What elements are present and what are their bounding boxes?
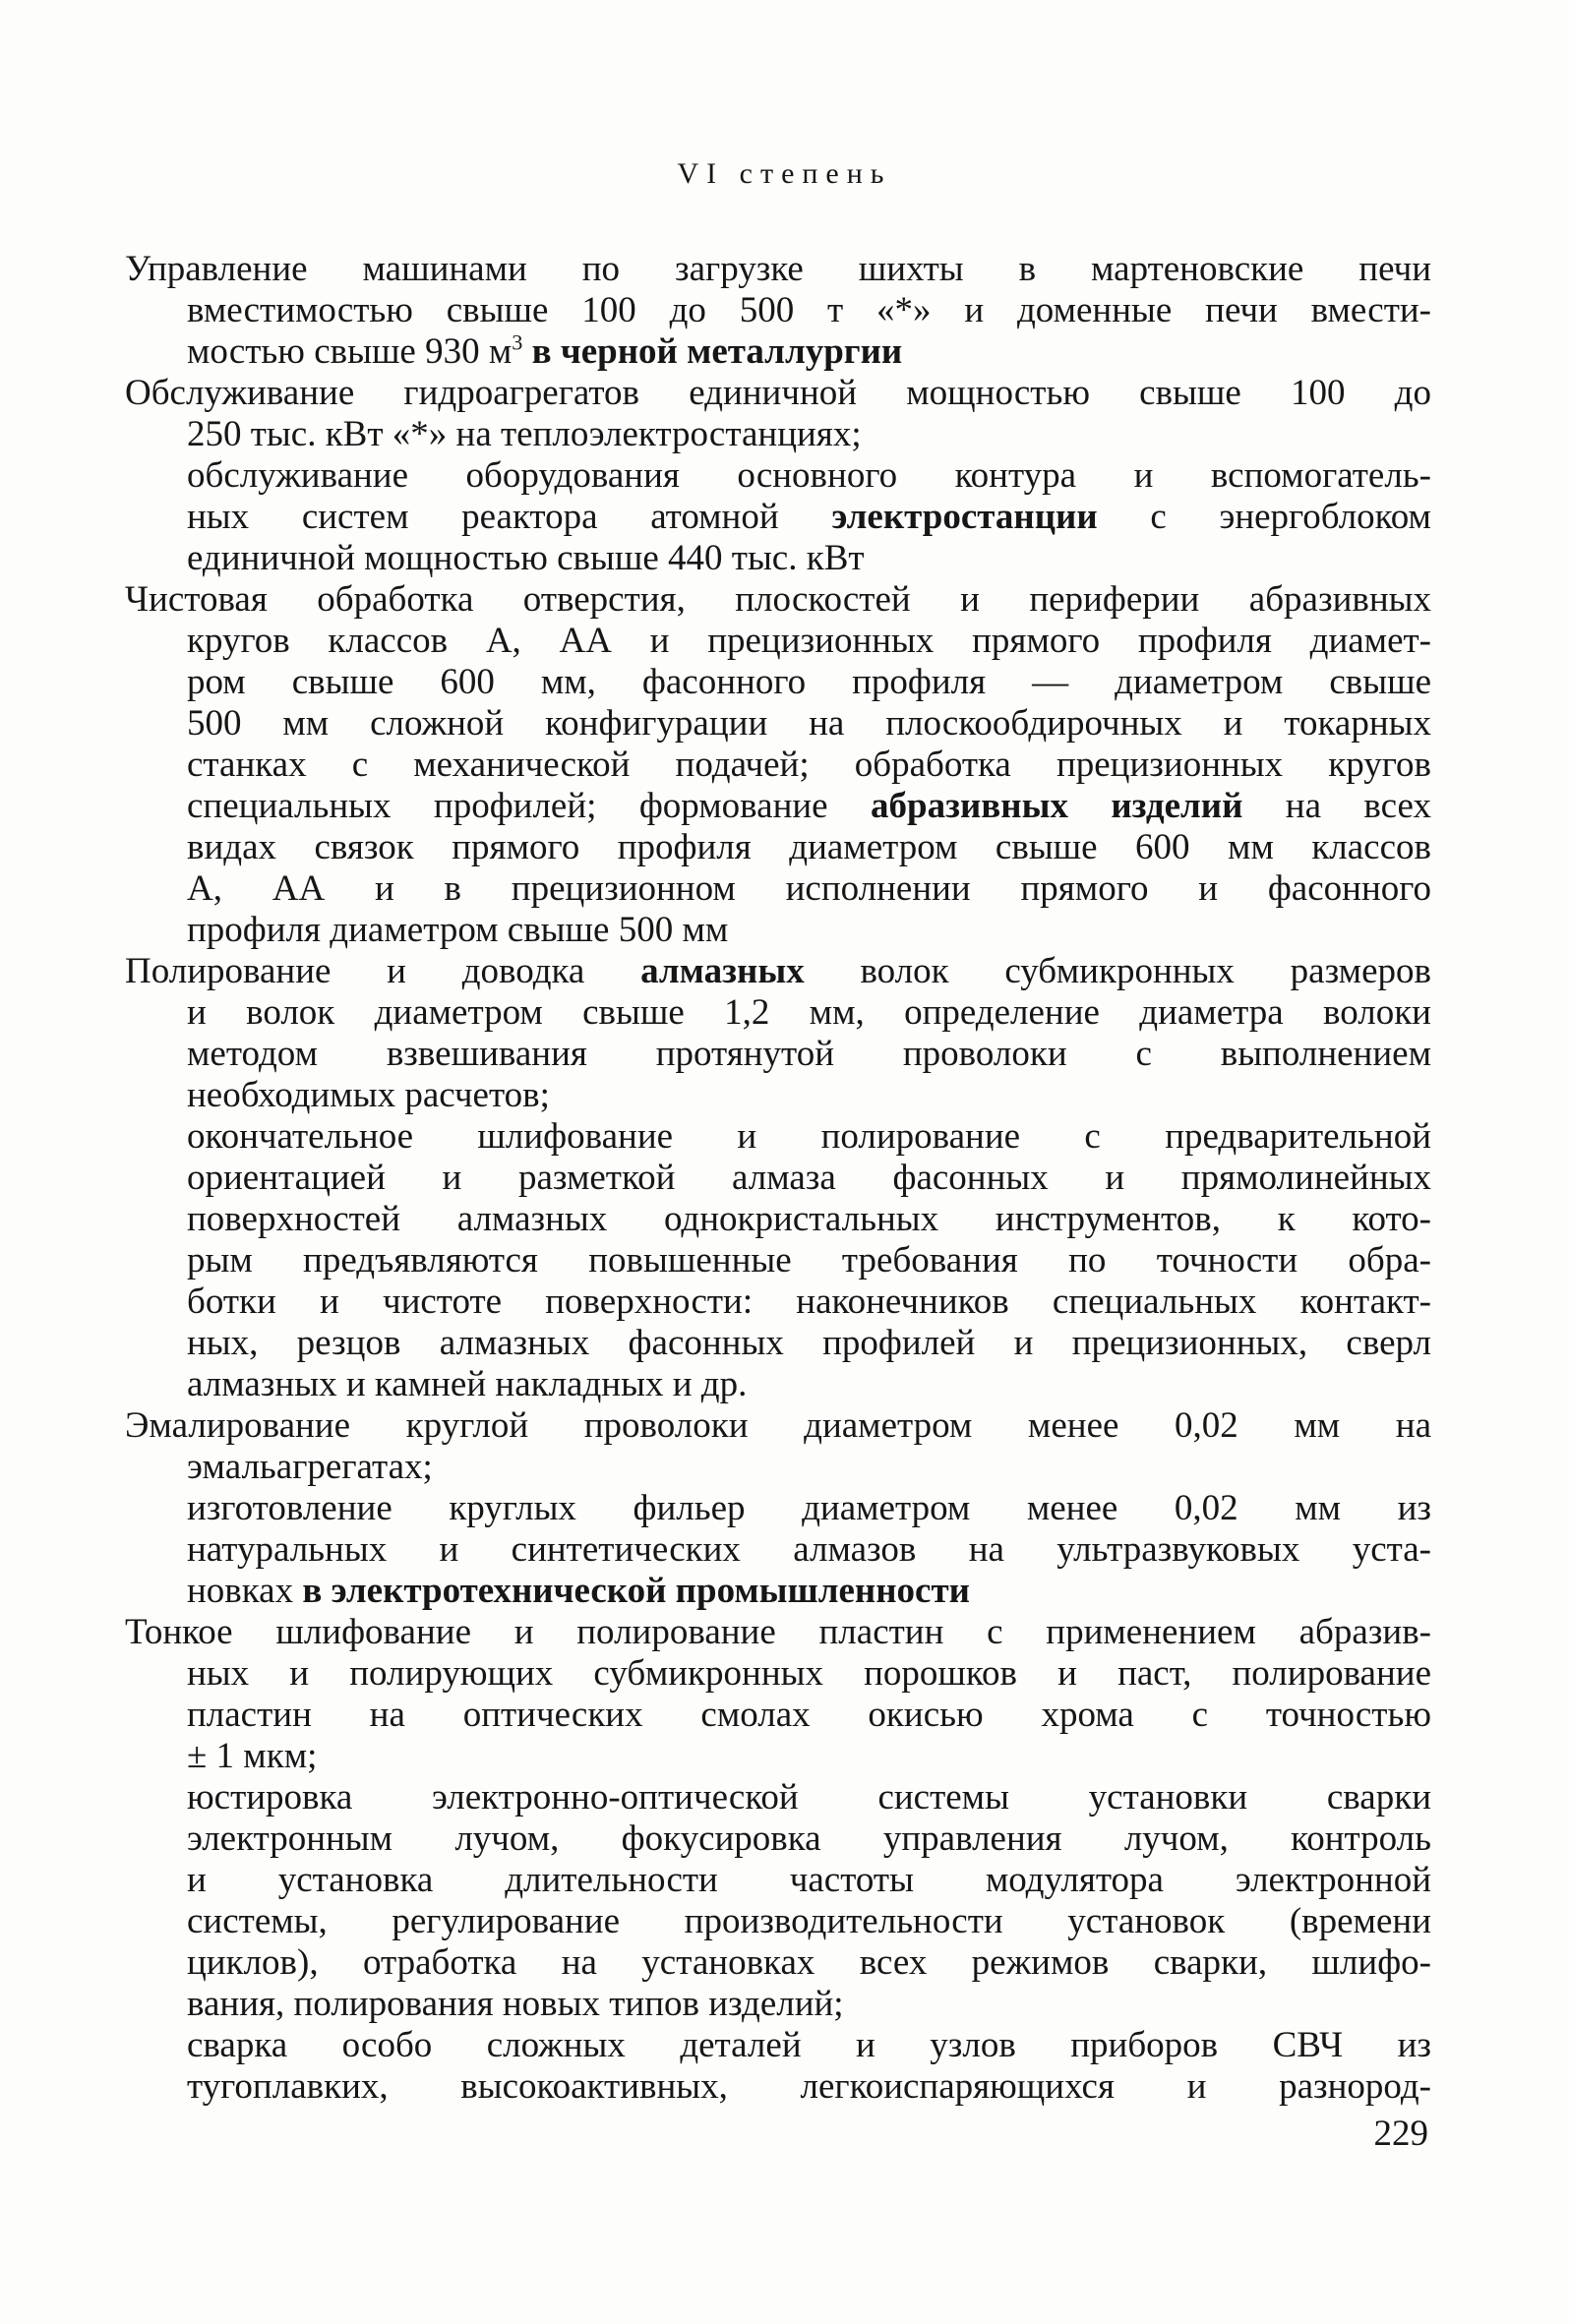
text-line: эмальагрегатах;	[187, 1447, 433, 1487]
body-text	[125, 249, 1431, 2108]
text-line: юстировка электронно-оптической системы установки сварки	[187, 1777, 1431, 1817]
text-line: Управление машинами по загрузке шихты в мартеновские печи	[125, 249, 1431, 289]
text-line: и волок диаметром свыше 1,2 мм, определение диаметра волоки	[187, 992, 1431, 1033]
text-line: видах связок прямого профиля диаметром свыше 600 мм классов	[187, 827, 1431, 867]
text-line: профиля диаметром свыше 500 мм	[187, 910, 729, 950]
text-line: А, АА и в прецизионном исполнении прямого и фасонного	[187, 868, 1431, 909]
text-line: окончательное шлифование и полирование с предварительной	[187, 1116, 1431, 1157]
text-line: Эмалирование круглой проволоки диаметром менее 0,02 мм на	[125, 1405, 1431, 1446]
text-line: Чистовая обработка отверстия, плоскостей и периферии абразивных	[125, 579, 1431, 620]
text-line: тугоплавких, высокоактивных, легкоиспаряющихся и разнород-	[187, 2066, 1431, 2107]
text-line: ных и полирующих субмикронных порошков и паст, полирование	[187, 1653, 1431, 1694]
text-line: ориентацией и разметкой алмаза фасонных и прямолинейных	[187, 1158, 1431, 1198]
text-line: пластин на оптических смолах окисью хрома с точностью	[187, 1695, 1431, 1735]
text-line: натуральных и синтетических алмазов на ультразвуковых уста-	[187, 1529, 1431, 1570]
text-line: ных, резцов алмазных фасонных профилей и прецизионных, сверл	[187, 1323, 1431, 1363]
text-line: специальных профилей; формование абразивных изделий на всех	[187, 786, 1431, 826]
text-line: обслуживание оборудования основного контура и вспомогатель-	[187, 455, 1431, 496]
text-line: единичной мощностью свыше 440 тыс. кВт	[187, 538, 865, 578]
text-line: поверхностей алмазных однокристальных инструментов, к кото-	[187, 1199, 1431, 1239]
page-number: 229	[1373, 2114, 1428, 2154]
text-line: сварка особо сложных деталей и узлов приборов СВЧ из	[187, 2025, 1431, 2065]
text-line: методом взвешивания протянутой проволоки с выполнением	[187, 1034, 1431, 1074]
text-line: ботки и чистоте поверхности: наконечников специальных контакт-	[187, 1281, 1431, 1322]
text-line: электронным лучом, фокусировка управления лучом, контроль	[187, 1818, 1431, 1859]
text-line: системы, регулирование производительности установок (времени	[187, 1901, 1431, 1941]
text-line: вместимостью свыше 100 до 500 т «*» и доменные печи вмести-	[187, 290, 1431, 330]
text-line: 500 мм сложной конфигурации на плоскообдирочных и токарных	[187, 703, 1431, 744]
text-line: изготовление круглых фильер диаметром менее 0,02 мм из	[187, 1488, 1431, 1528]
text-line: станках с механической подачей; обработка прецизионных кругов	[187, 745, 1431, 785]
text-line: Обслуживание гидроагрегатов единичной мощностью свыше 100 до	[125, 373, 1431, 413]
text-line: и установка длительности частоты модулятора электронной	[187, 1860, 1431, 1900]
text-line: рым предъявляются повышенные требования по точности обра-	[187, 1240, 1431, 1281]
text-line: алмазных и камней накладных и др.	[187, 1364, 748, 1404]
text-line: необходимых расчетов;	[187, 1075, 550, 1115]
text-line: 250 тыс. кВт «*» на теплоэлектростанциях;	[187, 414, 862, 454]
text-line: ром свыше 600 мм, фасонного профиля — диаметром свыше	[187, 662, 1431, 702]
section-heading: VI степень	[677, 157, 892, 190]
text-line: циклов), отработка на установках всех режимов сварки, шлифо-	[187, 1942, 1431, 1983]
text-line: вания, полирования новых типов изделий;	[187, 1984, 844, 2024]
text-line: ных систем реактора атомной электростанции с энергоблоком	[187, 497, 1431, 537]
text-line: кругов классов А, АА и прецизионных прямого профиля диамет-	[187, 621, 1431, 661]
text-line: ± 1 мкм;	[187, 1736, 318, 1776]
text-line: мостью свыше 930 $м^3$ в черной металлургии	[187, 329, 903, 372]
text-line: Тонкое шлифование и полирование пластин с применением абразив-	[125, 1612, 1431, 1652]
text-line: новках в электротехнической промышленности	[187, 1571, 970, 1611]
text-line: Полирование и доводка алмазных волок субмикронных размеров	[125, 951, 1431, 991]
